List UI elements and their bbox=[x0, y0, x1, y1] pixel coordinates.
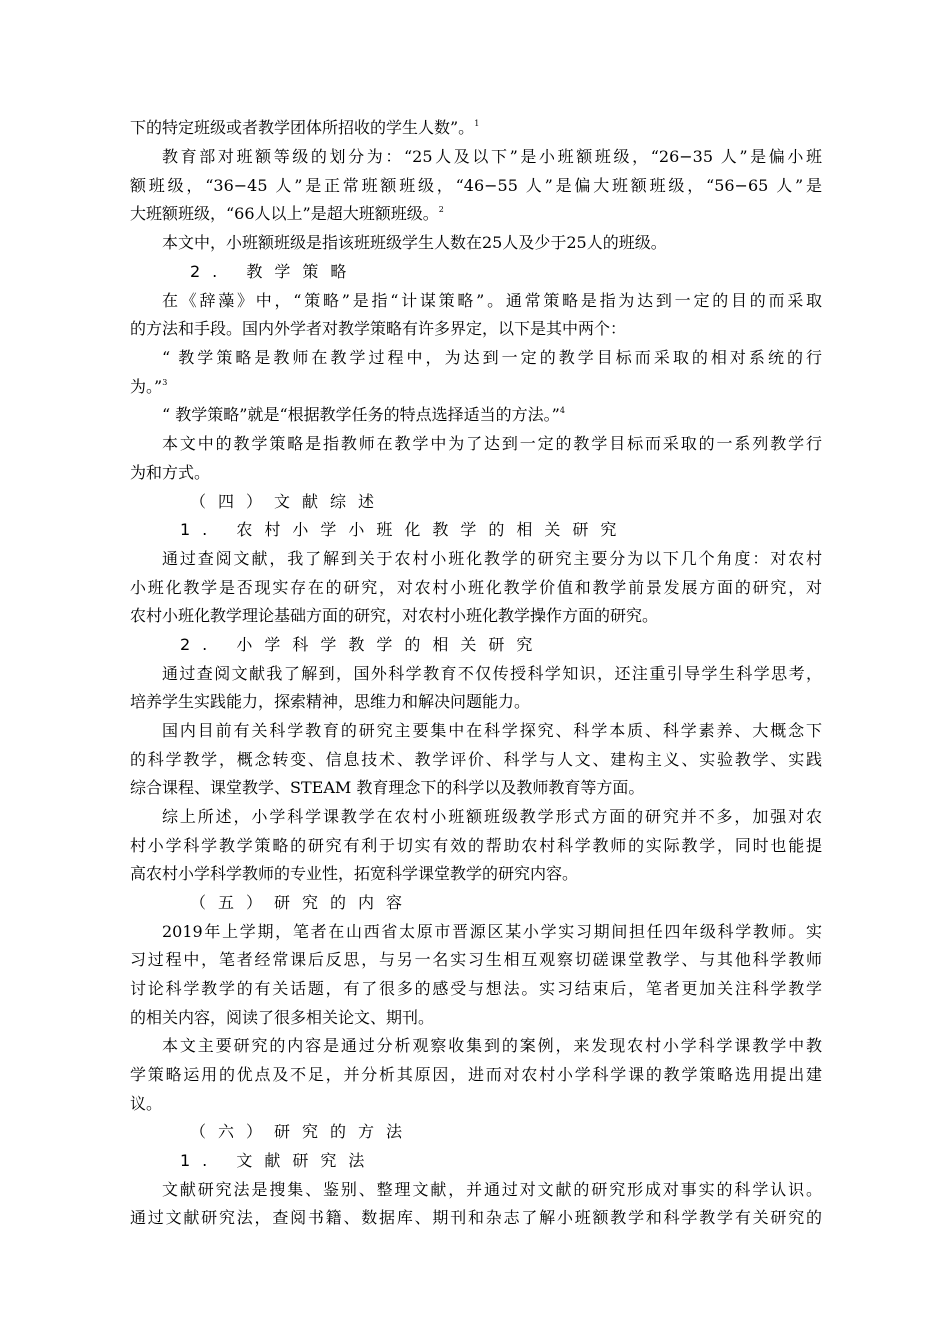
paragraph-line: 的方法和手段。国内外学者对教学策略有许多界定，以下是其中两个： bbox=[130, 319, 627, 338]
paragraph-line: 议。 bbox=[130, 1094, 163, 1113]
section-heading: （六）研究的方法 bbox=[190, 1122, 415, 1141]
paragraph-line: 通过文献研究法，查阅书籍、数据库、期刊和杂志了解小班额教学和科学教学有关研究的 bbox=[130, 1208, 822, 1227]
paragraph-line: 培养学生实践能力，探索精神，思维力和解决问题能力。 bbox=[130, 692, 531, 711]
paragraph-line: 额班级，“36−45 人”是正常班额班级，“46−55 人”是偏大班额班级，“56−65 人”是 bbox=[130, 176, 822, 195]
subsection-heading: 1. 农村小学小班化教学的相关研究 bbox=[180, 520, 629, 539]
paragraph-line: 在《辞藻》中，“策略”是指“计谋策略”。通常策略是指为达到一定的目的而采取 bbox=[162, 291, 822, 310]
paragraph-line: 的科学教学，概念转变、信息技术、教学评价、科学与人文、建构主义、实验教学、实践 bbox=[130, 750, 822, 769]
paragraph-line: 学策略运用的优点及不足，并分析其原因，进而对农村小学科学课的教学策略选用提出建 bbox=[130, 1065, 822, 1084]
paragraph-line: 通过查阅文献，我了解到关于农村小班化教学的研究主要分为以下几个角度：对农村 bbox=[162, 549, 822, 568]
footnote-marker: 1 bbox=[474, 119, 480, 128]
paragraph-line: 国内目前有关科学教育的研究主要集中在科学探究、科学本质、科学素养、大概念下 bbox=[162, 721, 822, 740]
section-heading: 2. 教学策略 bbox=[190, 262, 359, 281]
paragraph-line: 下的特定班级或者教学团体所招收的学生人数”。$^1$ bbox=[130, 118, 480, 137]
paragraph-line: 大班额班级，“66人以上”是超大班额班级。$^2$ bbox=[130, 204, 444, 223]
paragraph-line: 的相关内容，阅读了很多相关论文、期刊。 bbox=[130, 1008, 435, 1027]
footnote-marker: 2 bbox=[438, 205, 444, 214]
paragraph-line: 综合课程、课堂教学、STEAM 教育理念下的科学以及教师教育等方面。 bbox=[130, 778, 645, 797]
subsection-heading: 1. 文献研究法 bbox=[180, 1151, 377, 1170]
footnote-marker: 4 bbox=[559, 406, 565, 415]
paragraph-line: 习过程中，笔者经常课后反思，与另一名实习生相互观察切磋课堂教学、与其他科学教师 bbox=[130, 950, 822, 969]
paragraph-line: 综上所述，小学科学课教学在农村小班额班级教学形式方面的研究并不多，加强对农 bbox=[162, 807, 822, 826]
paragraph-line: 小班化教学是否现实存在的研究，对农村小班化教学价值和教学前景发展方面的研究，对 bbox=[130, 578, 822, 597]
paragraph-line: 本文中，小班额班级是指该班班级学生人数在25人及少于25人的班级。 bbox=[162, 233, 667, 252]
quote-line: 为。”$^3$ bbox=[130, 377, 168, 396]
paragraph-line: 农村小班化教学理论基础方面的研究，对农村小班化教学操作方面的研究。 bbox=[130, 606, 659, 625]
paragraph-line: 教育部对班额等级的划分为：“25人及以下”是小班额班级，“26−35 人”是偏小班 bbox=[162, 147, 822, 166]
paragraph-line: 本文主要研究的内容是通过分析观察收集到的案例，来发现农村小学科学课教学中教 bbox=[162, 1036, 822, 1055]
paragraph-line: 村小学科学教学策略的研究有利于切实有效的帮助农村科学教师的实际教学，同时也能提 bbox=[130, 836, 822, 855]
section-heading: （四）文献综述 bbox=[190, 492, 387, 511]
paragraph-line: 2019年上学期，笔者在山西省太原市晋源区某小学实习期间担任四年级科学教师。实 bbox=[162, 922, 822, 941]
paragraph-line: 为和方式。 bbox=[130, 463, 211, 482]
subsection-heading: 2. 小学科学教学的相关研究 bbox=[180, 635, 545, 654]
paragraph-line: 讨论科学教学的有关话题，有了很多的感受与想法。实习结束后，笔者更加关注科学教学 bbox=[130, 979, 822, 998]
footnote-marker: 3 bbox=[162, 378, 168, 387]
paragraph-line: 文献研究法是搜集、鉴别、整理文献，并通过对文献的研究形成对事实的科学认识。 bbox=[162, 1180, 822, 1199]
paragraph-line: 高农村小学科学教师的专业性，拓宽科学课堂教学的研究内容。 bbox=[130, 864, 579, 883]
quote-line: “ 教学策略是教师在教学过程中，为达到一定的教学目标而采取的相对系统的行 bbox=[162, 348, 822, 367]
quote-line: “ 教学策略”就是“根据教学任务的特点选择适当的方法。”$^4$ bbox=[162, 405, 565, 424]
section-heading: （五）研究的内容 bbox=[190, 893, 415, 912]
paragraph-line: 本文中的教学策略是指教师在教学中为了达到一定的教学目标而采取的一系列教学行 bbox=[162, 434, 822, 453]
paragraph-line: 通过查阅文献我了解到，国外科学教育不仅传授科学知识，还注重引导学生科学思考， bbox=[162, 664, 822, 683]
